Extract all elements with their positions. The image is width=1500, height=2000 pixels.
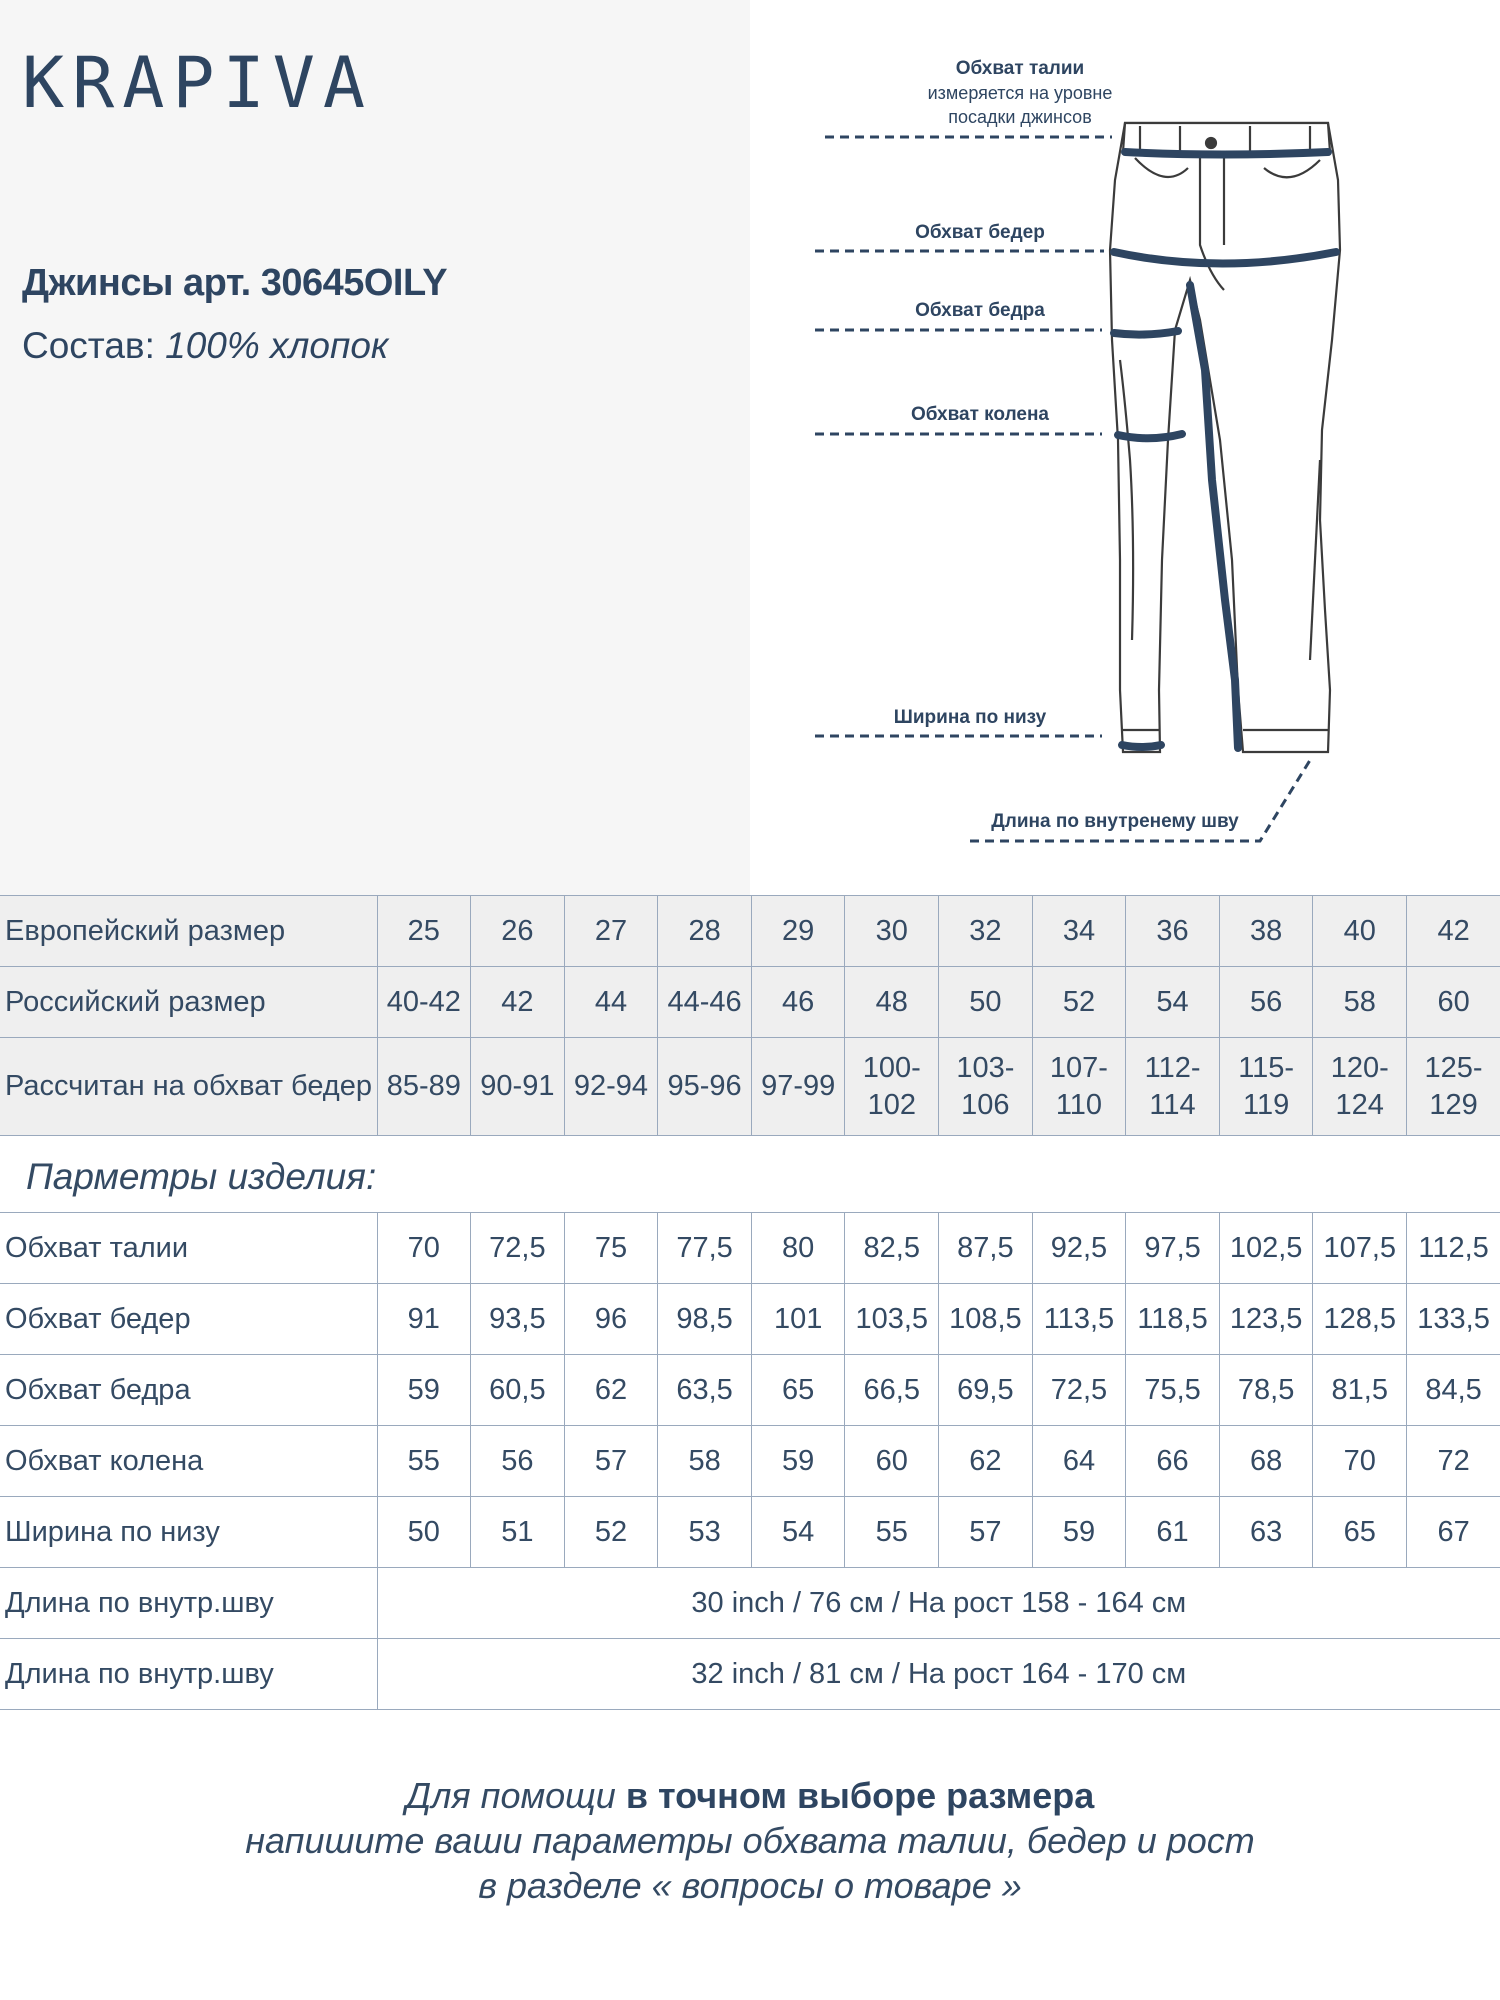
size-conversion-table: [0, 895, 1500, 1136]
table-row: [0, 896, 1500, 967]
table-cell: 90-91: [471, 1038, 565, 1136]
help-line2: напишите ваши параметры обхвата талии, бедер и рост: [245, 1820, 1255, 1861]
product-title: Джинсы арт. 30645OILY: [22, 262, 448, 304]
table-cell: 63,5: [658, 1355, 752, 1426]
row-label: Длина по внутр.шву: [0, 1568, 377, 1639]
table-cell: 108,5: [939, 1284, 1033, 1355]
table-cell: 34: [1032, 896, 1126, 967]
table-cell: 58: [658, 1426, 752, 1497]
table-row: [0, 1568, 1500, 1639]
row-label: Рассчитан на обхват бедер: [0, 1038, 377, 1136]
table-cell: 82,5: [845, 1213, 939, 1284]
hem-label: Ширина по низу: [893, 707, 1047, 728]
help-line1-bold: в точном выборе размера: [625, 1775, 1095, 1816]
table-cell: 101: [751, 1284, 845, 1355]
waist-note-line2: посадки джинсов: [948, 107, 1092, 127]
table-cell: 91: [377, 1284, 471, 1355]
table-cell: 60: [845, 1426, 939, 1497]
table-cell: 61: [1126, 1497, 1220, 1568]
table-cell: 52: [1032, 967, 1126, 1038]
table-cell: 51: [471, 1497, 565, 1568]
table-cell: 57: [564, 1426, 658, 1497]
table-cell: 42: [1407, 896, 1500, 967]
table-cell: 72: [1407, 1426, 1500, 1497]
table-cell: 60: [1407, 967, 1500, 1038]
waist-label: Обхват талии: [955, 58, 1085, 79]
table-cell: 50: [377, 1497, 471, 1568]
table-row: [0, 1213, 1500, 1284]
waist-note-line1: измеряется на уровне: [927, 83, 1113, 103]
table-cell: 54: [1126, 967, 1220, 1038]
row-label: Обхват бедер: [0, 1284, 377, 1355]
table-row: [0, 1355, 1500, 1426]
help-note: [0, 1773, 1500, 1908]
table-cell: 28: [658, 896, 752, 967]
table-row: [0, 1284, 1500, 1355]
table-cell: 64: [1032, 1426, 1126, 1497]
table-cell: 59: [377, 1355, 471, 1426]
row-label: Ширина по низу: [0, 1497, 377, 1568]
table-cell: 81,5: [1313, 1355, 1407, 1426]
table-cell: 72,5: [471, 1213, 565, 1284]
table-cell: 66: [1126, 1426, 1220, 1497]
table-cell: 55: [845, 1497, 939, 1568]
jeans-illustration: [780, 40, 1500, 870]
row-label: Обхват колена: [0, 1426, 377, 1497]
table-cell: 70: [377, 1213, 471, 1284]
table-cell: 52: [564, 1497, 658, 1568]
row-label: Длина по внутр.шву: [0, 1639, 377, 1710]
table-cell: 62: [939, 1426, 1033, 1497]
table-cell: 40-42: [377, 967, 471, 1038]
knee-label: Обхват колена: [910, 404, 1049, 425]
table-cell: 115-119: [1219, 1038, 1313, 1136]
table-row: [0, 1426, 1500, 1497]
table-cell: 25: [377, 896, 471, 967]
table-cell: 93,5: [471, 1284, 565, 1355]
table-cell: 66,5: [845, 1355, 939, 1426]
table-cell: 40: [1313, 896, 1407, 967]
inseam-value-cell: 32 inch / 81 см / На рост 164 - 170 см: [377, 1639, 1500, 1710]
table-cell: 112,5: [1407, 1213, 1500, 1284]
hem-mark: [1122, 745, 1161, 747]
table-cell: 69,5: [939, 1355, 1033, 1426]
table-cell: 92,5: [1032, 1213, 1126, 1284]
table-cell: 80: [751, 1213, 845, 1284]
table-cell: 77,5: [658, 1213, 752, 1284]
table-cell: 54: [751, 1497, 845, 1568]
row-label: Обхват бедра: [0, 1355, 377, 1426]
table-cell: 59: [751, 1426, 845, 1497]
table-cell: 87,5: [939, 1213, 1033, 1284]
table-cell: 95-96: [658, 1038, 752, 1136]
table-cell: 65: [1313, 1497, 1407, 1568]
table-cell: 62: [564, 1355, 658, 1426]
jeans-measurement-diagram: [780, 40, 1500, 870]
composition-label: Состав:: [22, 325, 155, 366]
row-label: Обхват талии: [0, 1213, 377, 1284]
table-cell: 50: [939, 967, 1033, 1038]
thigh-mark: [1114, 331, 1178, 335]
brand-logo: KRAPIVA: [22, 42, 374, 124]
table-cell: 55: [377, 1426, 471, 1497]
table-cell: 123,5: [1219, 1284, 1313, 1355]
table-cell: 48: [845, 967, 939, 1038]
table-row: [0, 967, 1500, 1038]
table-cell: 102,5: [1219, 1213, 1313, 1284]
table-cell: 100-102: [845, 1038, 939, 1136]
table-cell: 32: [939, 896, 1033, 967]
table-cell: 27: [564, 896, 658, 967]
product-composition: [22, 325, 388, 367]
table-cell: 38: [1219, 896, 1313, 967]
table-cell: 67: [1407, 1497, 1500, 1568]
knee-mark: [1118, 434, 1182, 438]
table-cell: 72,5: [1032, 1355, 1126, 1426]
table-cell: 97-99: [751, 1038, 845, 1136]
inseam-value-cell: 30 inch / 76 см / На рост 158 - 164 см: [377, 1568, 1500, 1639]
table-cell: 60,5: [471, 1355, 565, 1426]
table-cell: 53: [658, 1497, 752, 1568]
table-row: [0, 1639, 1500, 1710]
help-line3: в разделе « вопросы о товаре »: [478, 1865, 1022, 1906]
table-cell: 42: [471, 967, 565, 1038]
table-cell: 112-114: [1126, 1038, 1220, 1136]
table-cell: 46: [751, 967, 845, 1038]
row-label: Российский размер: [0, 967, 377, 1038]
table-cell: 75: [564, 1213, 658, 1284]
table-cell: 75,5: [1126, 1355, 1220, 1426]
table-cell: 29: [751, 896, 845, 967]
hips-label: Обхват бедер: [915, 222, 1045, 243]
table-cell: 44-46: [658, 967, 752, 1038]
table-cell: 30: [845, 896, 939, 967]
table-cell: 36: [1126, 896, 1220, 967]
table-cell: 57: [939, 1497, 1033, 1568]
table-cell: 84,5: [1407, 1355, 1500, 1426]
table-cell: 107-110: [1032, 1038, 1126, 1136]
table-cell: 26: [471, 896, 565, 967]
table-cell: 133,5: [1407, 1284, 1500, 1355]
table-cell: 58: [1313, 967, 1407, 1038]
table-cell: 56: [471, 1426, 565, 1497]
help-line1-italic: Для помощи: [405, 1775, 616, 1816]
table-cell: 96: [564, 1284, 658, 1355]
table-cell: 125-129: [1407, 1038, 1500, 1136]
table-cell: 78,5: [1219, 1355, 1313, 1426]
table-cell: 103-106: [939, 1038, 1033, 1136]
garment-params-table: [0, 1212, 1500, 1710]
table-cell: 98,5: [658, 1284, 752, 1355]
table-cell: 85-89: [377, 1038, 471, 1136]
params-title: Парметры изделия:: [26, 1156, 377, 1197]
table-row: [0, 1497, 1500, 1568]
table-cell: 59: [1032, 1497, 1126, 1568]
table-cell: 128,5: [1313, 1284, 1407, 1355]
table-row: [0, 1038, 1500, 1136]
table-cell: 92-94: [564, 1038, 658, 1136]
info-panel: [0, 0, 750, 895]
table-cell: 107,5: [1313, 1213, 1407, 1284]
table-cell: 44: [564, 967, 658, 1038]
table-cell: 70: [1313, 1426, 1407, 1497]
waist-mark: [1125, 152, 1328, 155]
table-cell: 103,5: [845, 1284, 939, 1355]
composition-value: 100% хлопок: [165, 325, 389, 366]
thigh-label: Обхват бедра: [915, 300, 1045, 321]
row-label: Европейский размер: [0, 896, 377, 967]
table-cell: 65: [751, 1355, 845, 1426]
help-line1: [0, 1773, 1500, 1818]
inseam-label: Длина по внутренему шву: [991, 811, 1239, 832]
table-cell: 68: [1219, 1426, 1313, 1497]
table-cell: 120-124: [1313, 1038, 1407, 1136]
table-cell: 113,5: [1032, 1284, 1126, 1355]
table-cell: 56: [1219, 967, 1313, 1038]
table-cell: 97,5: [1126, 1213, 1220, 1284]
table-cell: 118,5: [1126, 1284, 1220, 1355]
table-cell: 63: [1219, 1497, 1313, 1568]
